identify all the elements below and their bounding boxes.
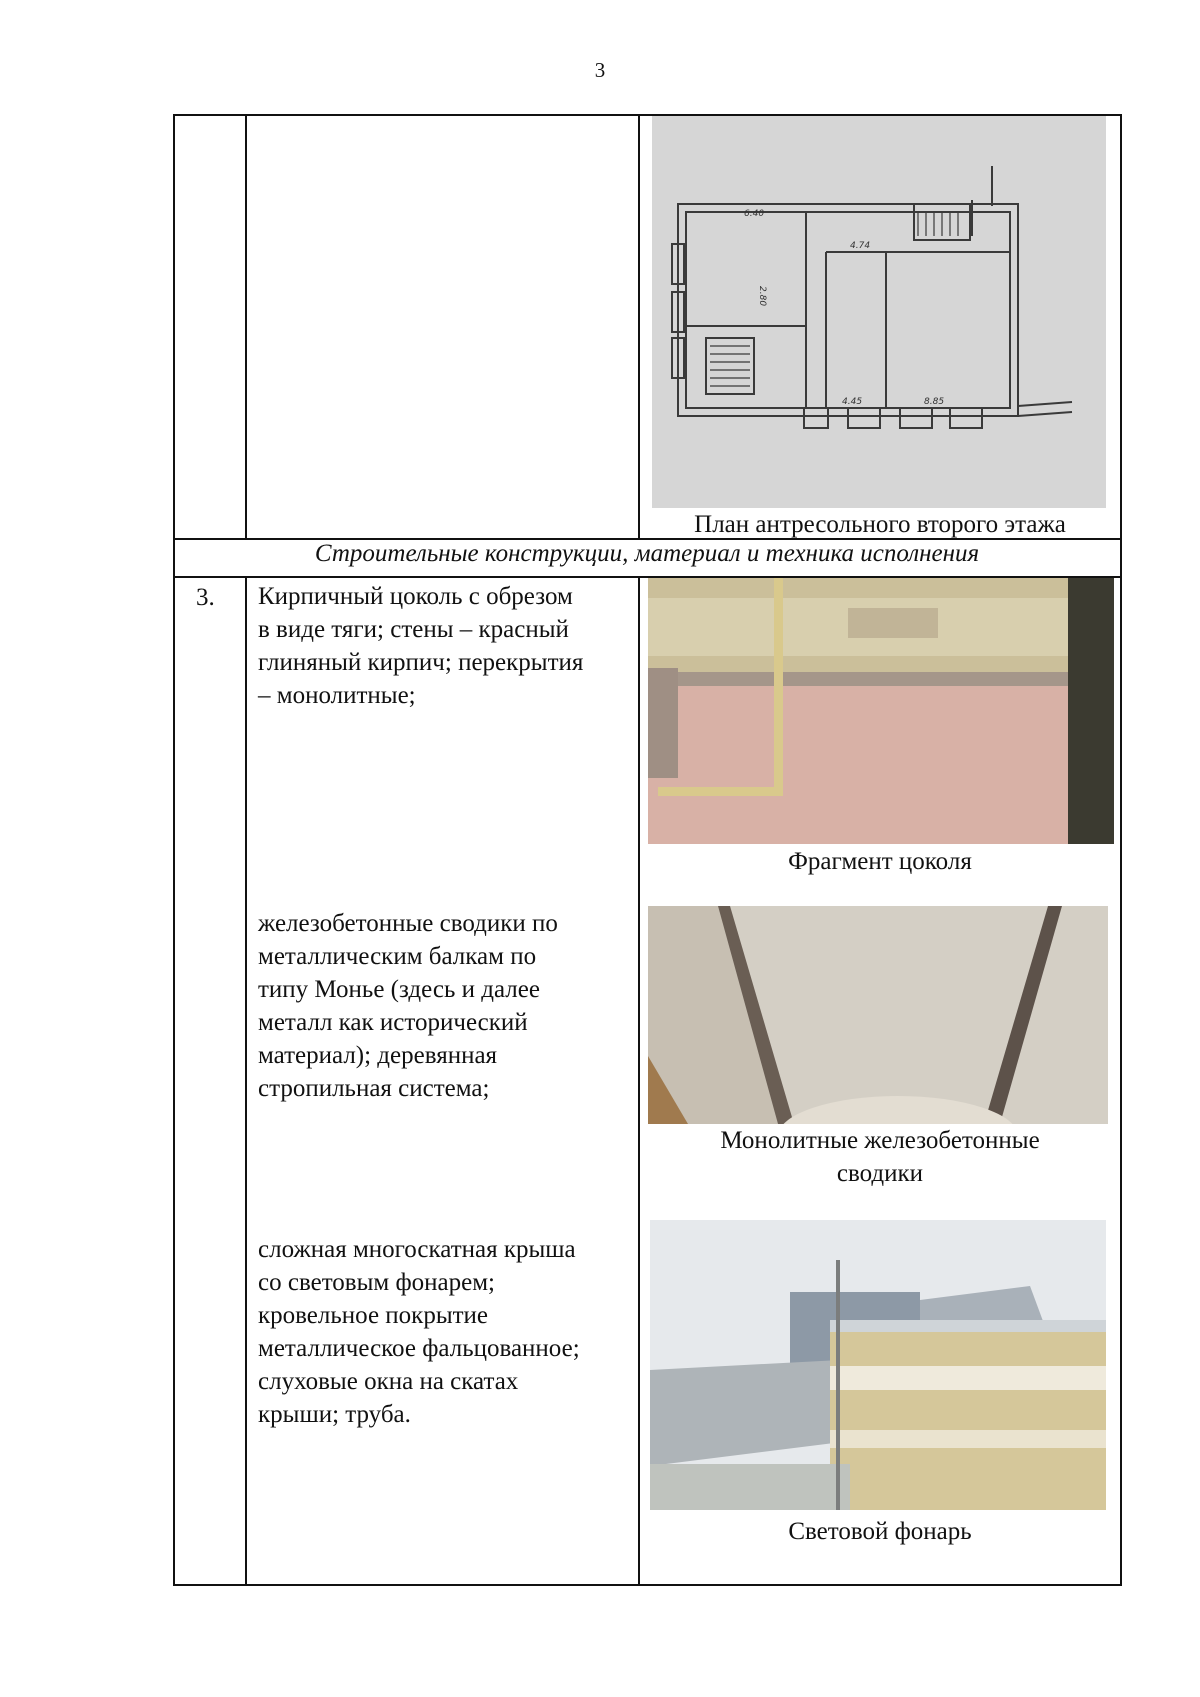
floor-plan-image: [652, 116, 1106, 508]
caption-plinth: Фрагмент цоколя: [788, 848, 972, 875]
caption-plan: План антресольного второго этажа: [694, 511, 1066, 538]
plan-label: 6.40: [744, 209, 765, 219]
plan-label: 2.80: [757, 286, 767, 307]
vaults-photo: [648, 906, 1108, 1124]
plan-label: 8.85: [924, 397, 945, 407]
text-block-vaults: железобетонные сводики по металлическим балкам по типу Монье (здесь и далее металл как исторический материал); деревянная стропильная система;: [258, 910, 558, 1102]
plinth-photo: [648, 578, 1114, 844]
lantern-photo: [650, 1220, 1106, 1510]
text-block-roof: сложная многоскатная крыша со световым фонарем; кровельное покрытие металлическое фальцованное; слуховые окна на скатах крыши; труба.: [258, 1236, 580, 1428]
text-block-plinth: Кирпичный цоколь с обрезом в виде тяги; стены – красный глиняный кирпич; перекрытия – монолитные;: [258, 583, 584, 709]
section-heading: Строительные конструкции, материал и техника исполнения: [314, 540, 980, 567]
floor-plan-drawing: [652, 116, 1106, 508]
plan-label: 4.45: [842, 397, 863, 407]
caption-vaults: Монолитные железобетонные сводики: [720, 1127, 1040, 1187]
caption-lantern: Световой фонарь: [788, 1518, 972, 1545]
row-number: 3.: [196, 584, 215, 611]
plan-label: 4.74: [850, 241, 871, 251]
page-number: 3: [594, 58, 606, 82]
